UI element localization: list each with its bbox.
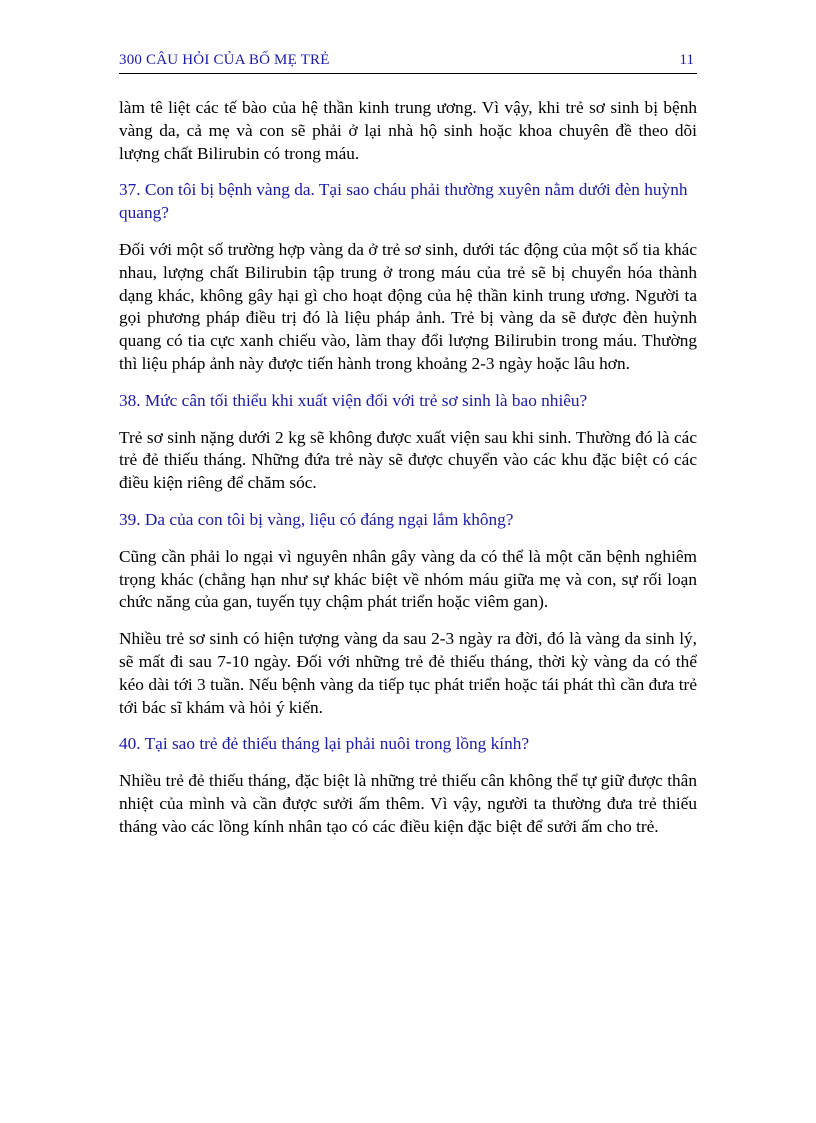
answer-39-part-2: Nhiều trẻ sơ sinh có hiện tượng vàng da sau 2-3 ngày ra đời, đó là vàng da sinh lý, sẽ mất đi sau 7-10 ngày. Đối với những trẻ đẻ thiếu tháng, thời kỳ vàng da có thể kéo dài tới 3 tuần. Nếu bệnh vàng da tiếp tục phát triển hoặc tái phát thì cần đưa trẻ tới bác sĩ khám và hỏi ý kiến. <box>119 629 697 717</box>
answer-38: Trẻ sơ sinh nặng dưới 2 kg sẽ không được xuất viện sau khi sinh. Thường đó là các trẻ đẻ thiếu tháng. Những đứa trẻ này sẽ được chuyển vào các khu đặc biệt có các điều kiện riêng để chăm sóc. <box>119 427 697 493</box>
question-38: 38. Mức cân tối thiểu khi xuất viện đối với trẻ sơ sinh là bao nhiêu? <box>119 390 588 410</box>
answer-40: Nhiều trẻ đẻ thiếu tháng, đặc biệt là những trẻ thiếu cân không thể tự giữ được thân nhiệt của mình và cần được sưởi ấm thêm. Vì vậy, người ta thường đưa trẻ thiếu tháng vào các lồng kính nhân tạo có các điều kiện đặc biệt để sưởi ấm cho trẻ. <box>119 771 697 836</box>
paragraph-continuation: làm tê liệt các tế bào của hệ thần kinh trung ương. Vì vậy, khi trẻ sơ sinh bị bệnh vàng da, cả mẹ và con sẽ phải ở lại nhà hộ sinh hoặc khoa chuyên đề theo dõi lượng chất Bilirubin có trong máu. <box>119 98 697 163</box>
question-39: 39. Da của con tôi bị vàng, liệu có đáng ngại lắm không? <box>119 509 514 529</box>
question-37: 37. Con tôi bị bệnh vàng da. Tại sao cháu phải thường xuyên nằm dưới đèn huỳnh quang? <box>119 180 688 223</box>
page-number: 11 <box>679 52 694 68</box>
book-title: 300 CÂU HỎI CỦA BỐ MẸ TRẺ <box>119 52 330 68</box>
answer-37: Đối với một số trường hợp vàng da ở trẻ sơ sinh, dưới tác động của một số tia khác nhau, lượng chất Bilirubin tập trung ở trong máu của trẻ sẽ bị chuyển hóa thành dạng khác, không gây hại gì cho hoạt động của hệ thần kinh trung ương. Người ta gọi phương pháp điều trị đó là liệu pháp ảnh. Trẻ bị vàng da sẽ được đèn huỳnh quang có tia cực xanh chiếu vào, làm thay đổi lượng Bilirubin trong máu. Thường thì liệu pháp ảnh này được tiến hành trong khoảng 2-3 ngày hoặc lâu hơn. <box>119 239 697 373</box>
answer-39-part-1: Cũng cần phải lo ngại vì nguyên nhân gây vàng da có thể là một căn bệnh nghiêm trọng khác (chẳng hạn như sự khác biệt về nhóm máu giữa mẹ và con, sự rối loạn chức năng của gan, tuyến tụy chậm phát triển hoặc viêm gan). <box>119 546 697 612</box>
question-40: 40. Tại sao trẻ đẻ thiếu tháng lại phải nuôi trong lồng kính? <box>119 734 530 754</box>
page-header <box>119 51 697 74</box>
page-content <box>119 97 697 853</box>
